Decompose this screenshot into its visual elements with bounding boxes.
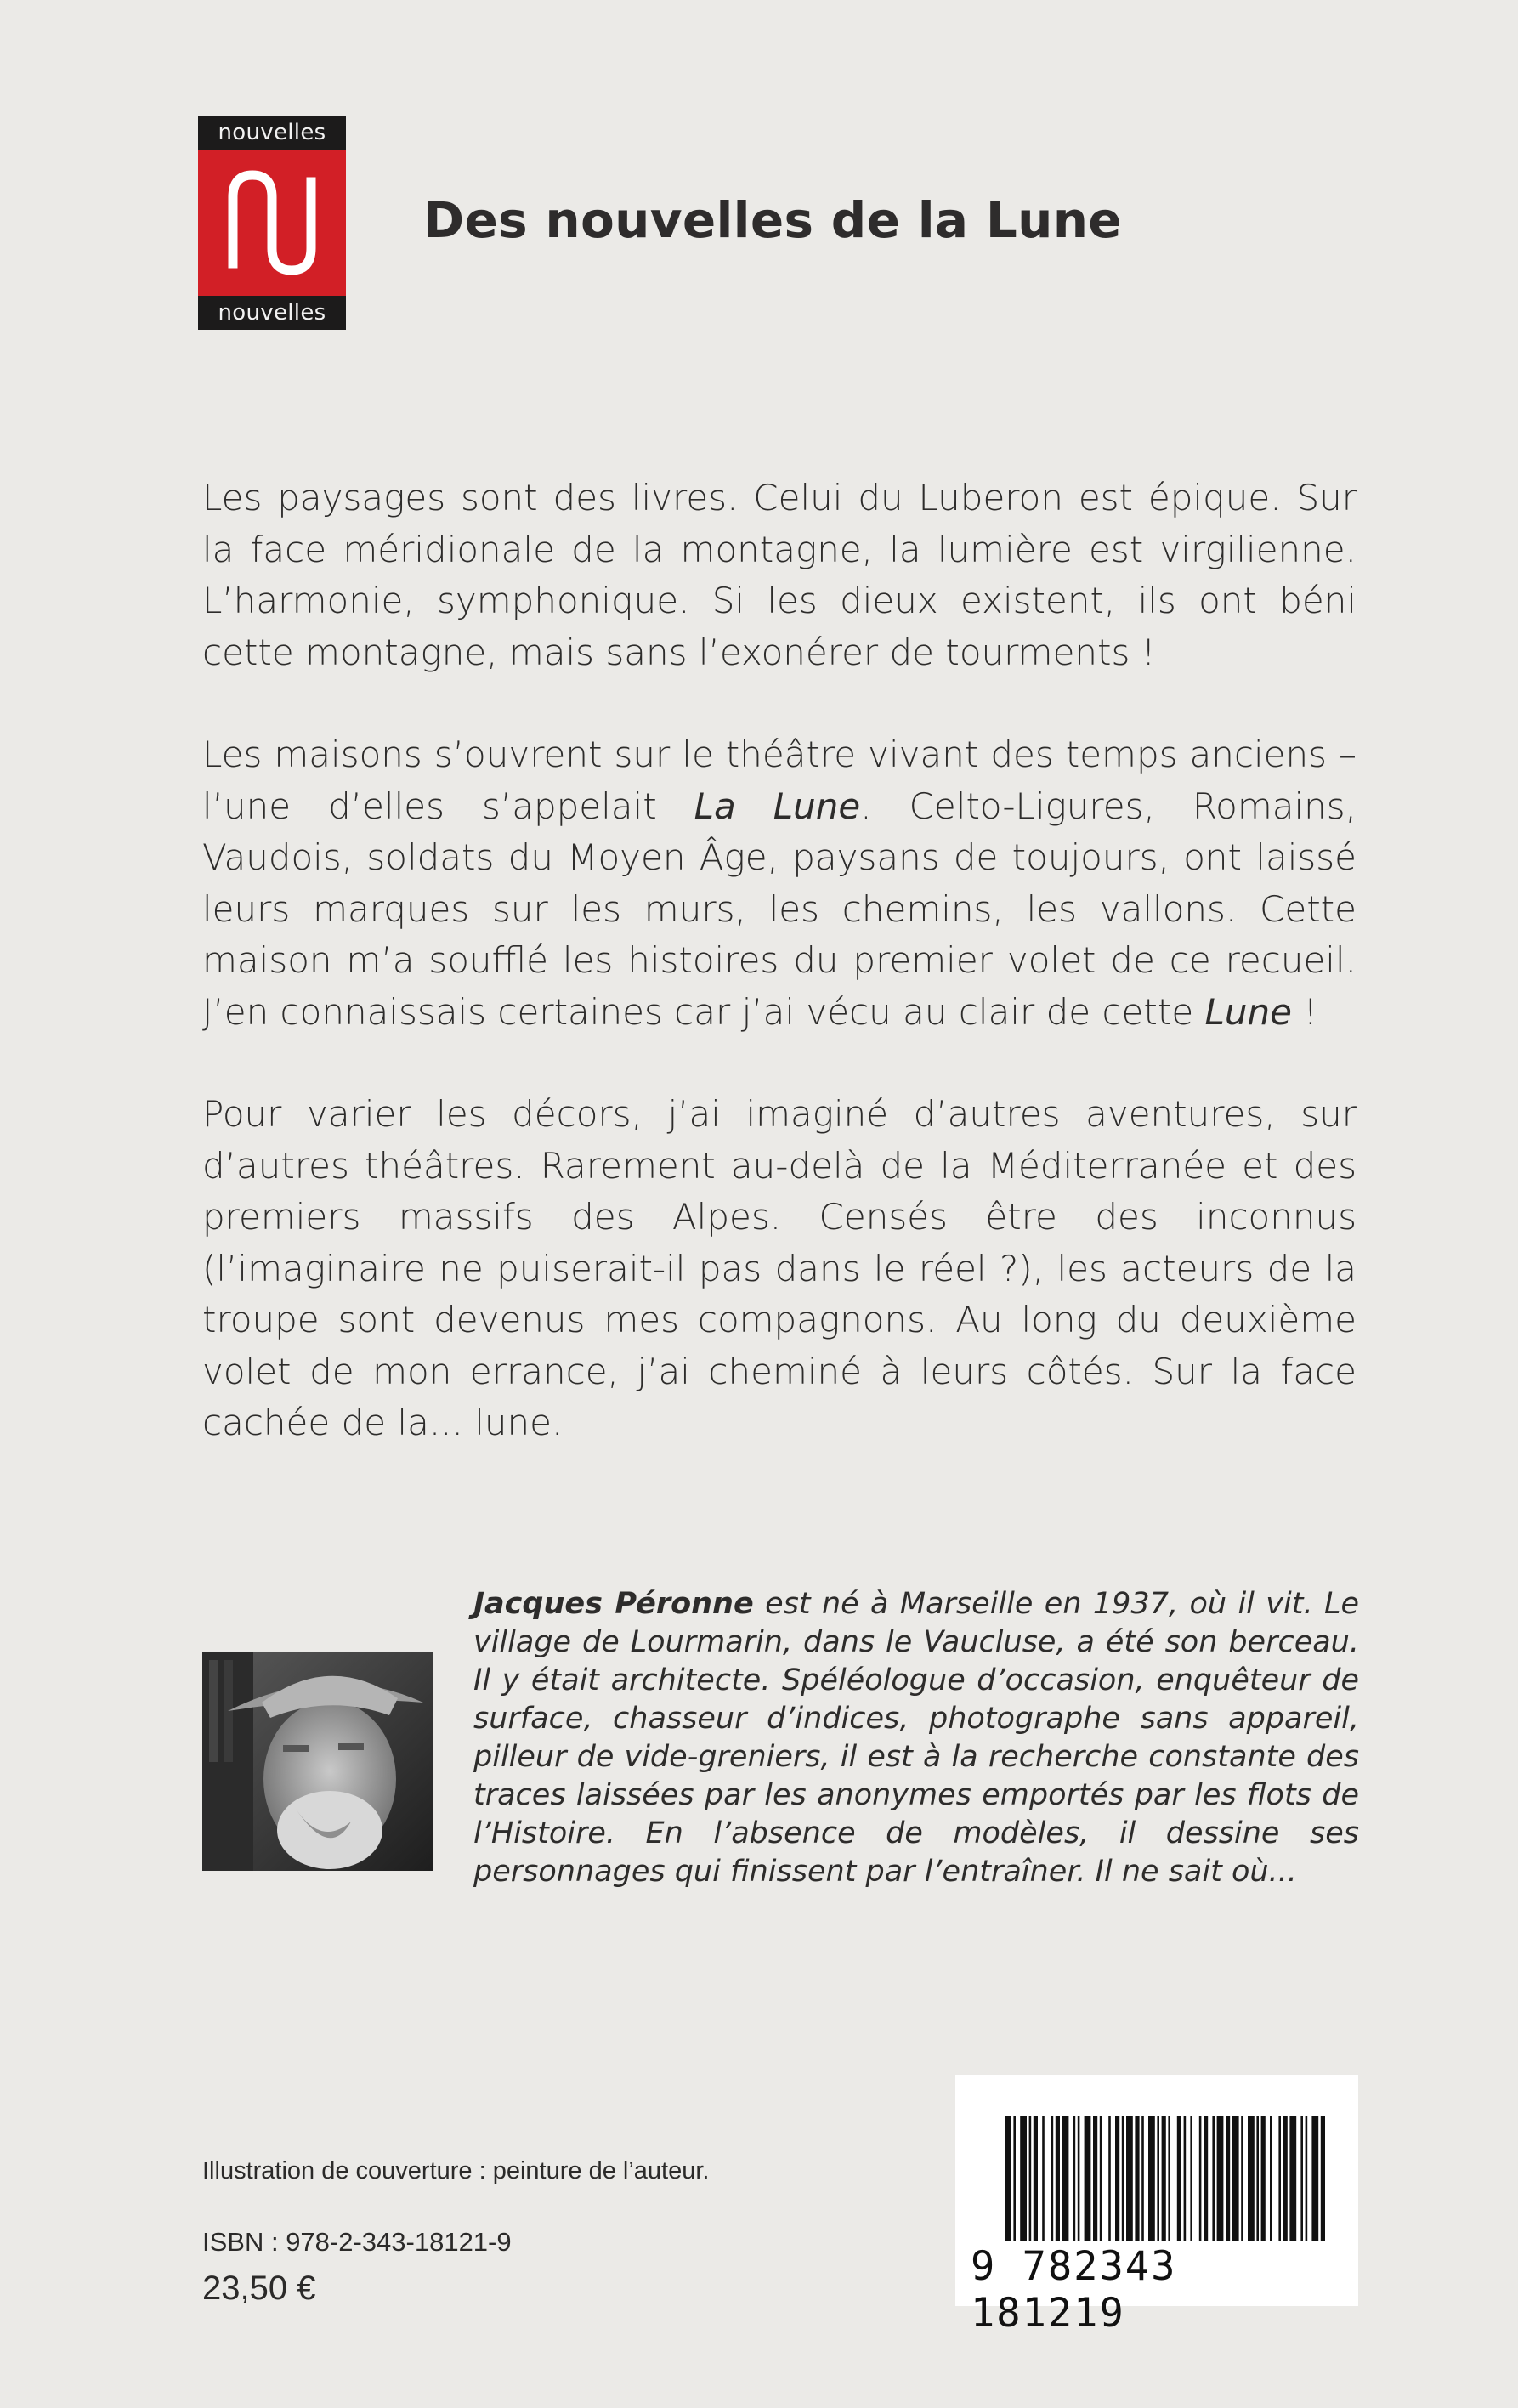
author-bio-text: est né à Marseille en 1937, où il vit. Le village de Lourmarin, dans le Vaucluse, a été son berceau. Il y était architecte. Spéléologue d’occasion, enquêteur de surface, chasseur d’indices, photographe sans appareil, pilleur de vide-greniers, il est à la recherche constante des traces laissées par les anonymes emportés par les flots de l’Histoire. En l’absence de modèles, il dessine ses personnages qui finissent par l’entraîner. Il ne sait où... bbox=[473, 1587, 1359, 1889]
barcode-bar bbox=[1042, 2116, 1045, 2241]
barcode-bar bbox=[1177, 2116, 1181, 2241]
barcode-bar bbox=[1148, 2116, 1155, 2241]
logo-top-word: nouvelles bbox=[218, 120, 326, 145]
book-title: Des nouvelles de la Lune bbox=[423, 191, 1122, 249]
barcode-bar bbox=[1168, 2116, 1170, 2241]
barcode-bar bbox=[1115, 2116, 1119, 2241]
publisher-logo bbox=[198, 116, 346, 330]
barcode-bar bbox=[1034, 2116, 1038, 2241]
barcode-bar bbox=[1073, 2116, 1076, 2241]
blurb bbox=[202, 473, 1357, 1500]
barcode-bar bbox=[1056, 2116, 1060, 2241]
barcode-bar bbox=[1278, 2116, 1281, 2241]
barcode-bar bbox=[1062, 2116, 1069, 2241]
barcode-number: 9 782343 181219 bbox=[971, 2243, 1177, 2337]
barcode-bar bbox=[1162, 2116, 1166, 2241]
barcode-bar bbox=[1226, 2116, 1230, 2241]
barcode-bar bbox=[1241, 2116, 1243, 2241]
blurb-paragraph-3: Pour varier les décors, j’ai imaginé d’autres aventures, sur d’autres théâtres. Rarement au-delà de la Méditerranée et des premiers massifs des Alpes. Censés être des inconnus (l’imaginaire ne puiserait-il pas dans le réel ?), les acteurs de la troupe sont devenus mes compagnons. Au long du deuxième volet de mon errance, j’ai cheminé à leurs côtés. Sur la face cachée de la... lune. bbox=[202, 1093, 1357, 1443]
blurb-text: ! bbox=[1292, 990, 1318, 1033]
price: 23,50 € bbox=[202, 2269, 316, 2307]
barcode-bar bbox=[1204, 2116, 1208, 2241]
barcode-bar bbox=[1029, 2116, 1032, 2241]
barcode-bars-icon bbox=[955, 2075, 1358, 2245]
isbn: ISBN : 978-2-343-18121-9 bbox=[202, 2227, 512, 2257]
author-name: Jacques Péronne bbox=[473, 1587, 754, 1621]
barcode-bar bbox=[1256, 2116, 1259, 2241]
barcode-bar bbox=[1184, 2116, 1187, 2241]
barcode-bar bbox=[1217, 2116, 1224, 2241]
barcode-bar bbox=[1300, 2116, 1303, 2241]
barcode-bar bbox=[1005, 2116, 1011, 2241]
barcode-bar bbox=[1199, 2116, 1202, 2241]
barcode-bar bbox=[1141, 2116, 1144, 2241]
barcode-bar bbox=[1051, 2116, 1054, 2241]
barcode-bar bbox=[1289, 2116, 1296, 2241]
barcode-bar bbox=[1093, 2116, 1097, 2241]
author-photo bbox=[202, 1652, 433, 1871]
barcode-bar bbox=[1261, 2116, 1266, 2241]
barcode-bar bbox=[1135, 2116, 1139, 2241]
logo-monogram bbox=[198, 150, 346, 296]
blurb-paragraph-2 bbox=[202, 729, 1357, 1038]
barcode-bar bbox=[1212, 2116, 1215, 2241]
barcode bbox=[955, 2075, 1358, 2337]
barcode-bar bbox=[1248, 2116, 1255, 2241]
barcode-bar bbox=[1122, 2116, 1124, 2241]
barcode-bar bbox=[1283, 2116, 1288, 2241]
blurb-text: . Celto-Ligures, Romains, Vaudois, soldats du Moyen Âge, paysans de toujours, ont laissé leurs marques sur les murs, les chemins, les vallons. Cette maison m’a soufflé les histoires du premier volet de ce recueil. J’en connaissais certaines car j’ai vécu au clair de cette bbox=[202, 785, 1357, 1033]
house-name-short: Lune bbox=[1204, 990, 1293, 1033]
cover-credit: Illustration de couverture : peinture de l’auteur. bbox=[202, 2157, 710, 2184]
barcode-bar bbox=[1157, 2116, 1159, 2241]
blurb-paragraph-1: Les paysages sont des livres. Celui du Luberon est épique. Sur la face méridionale de la montagne, la lumière est virgilienne. L’harmonie, symphonique. Si les dieux existent, ils ont béni cette montagne, mais sans l’exonérer de tourments ! bbox=[202, 477, 1357, 673]
barcode-bar bbox=[1085, 2116, 1091, 2241]
author-bio bbox=[473, 1585, 1359, 1891]
barcode-bar bbox=[1190, 2116, 1192, 2241]
barcode-bar bbox=[1270, 2116, 1272, 2241]
house-name: La Lune bbox=[694, 785, 861, 827]
barcode-bar bbox=[1321, 2116, 1325, 2241]
barcode-bar bbox=[1311, 2116, 1318, 2241]
nu-monogram-icon bbox=[221, 163, 323, 282]
barcode-bar bbox=[1100, 2116, 1102, 2241]
barcode-bar bbox=[1108, 2116, 1111, 2241]
barcode-bar bbox=[1232, 2116, 1239, 2241]
barcode-bar bbox=[1306, 2116, 1308, 2241]
barcode-bar bbox=[1013, 2116, 1016, 2241]
barcode-bar bbox=[1078, 2116, 1080, 2241]
blurb-text: Les maisons s’ouvrent sur le théâtre vivant des temps anciens – l’une d’elles s’appelait bbox=[202, 734, 1357, 827]
barcode-bar bbox=[1020, 2116, 1027, 2241]
barcode-bar bbox=[1126, 2116, 1133, 2241]
logo-bottom-word: nouvelles bbox=[218, 300, 326, 326]
